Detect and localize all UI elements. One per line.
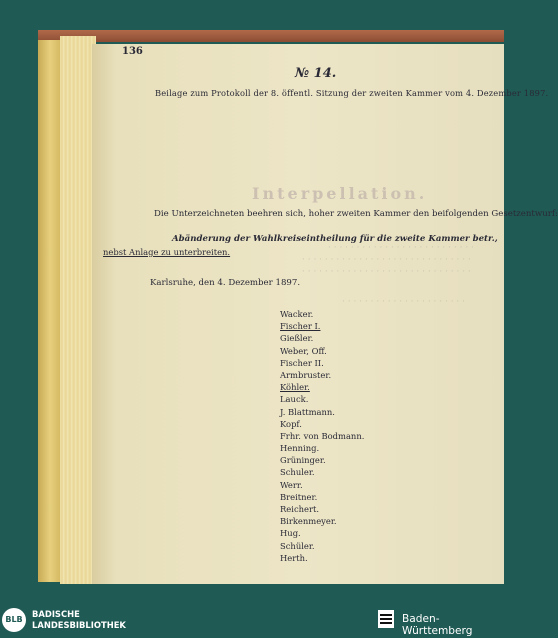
- document-number: № 14.: [295, 66, 337, 81]
- bleed-through-text: · · · · · · · · · · · · · · · · · · · · · · · · · · · · · ·: [302, 267, 471, 277]
- signatory: Weber, Off.: [280, 345, 327, 356]
- signatory: J. Blattmann.: [280, 406, 335, 417]
- library-name-line2: LANDESBIBLIOTHEK: [32, 620, 126, 630]
- library-name-line1: BADISCHE: [32, 609, 80, 619]
- signatory: Henning.: [280, 443, 320, 454]
- signatory: Schüler.: [280, 540, 315, 551]
- signatory: Frhr. von Bodmann.: [280, 430, 365, 441]
- signatory: Köhler.: [280, 382, 310, 393]
- signatory: Gießler.: [280, 333, 314, 344]
- page-number: 136: [122, 46, 143, 57]
- document-title: Interpellation.: [252, 184, 428, 203]
- page-stack-edge: [60, 36, 96, 584]
- crest-icon: [378, 610, 394, 628]
- signatory: Armbruster.: [280, 369, 332, 380]
- bleed-through-text: · · · · · · · · · · · · · · · · · · · · · ·: [342, 297, 466, 307]
- bleed-through-text: · · · · · · · · · · · · · · · · · · · · · · · · · ·: [328, 243, 474, 253]
- signatory: Lauck.: [280, 394, 309, 405]
- book-cover-top-edge: [38, 30, 504, 42]
- intro-text: Die Unterzeichneten beehren sich, hoher zweiten Kammer den beifolgenden Gesetzentwurf:: [154, 209, 558, 219]
- signatory: Schuler.: [280, 467, 315, 478]
- signatory: Grüninger.: [280, 455, 326, 466]
- blb-logo-icon[interactable]: BLB: [2, 608, 26, 632]
- signatory: Herth.: [280, 552, 308, 563]
- signatory: Breitner.: [280, 491, 318, 502]
- signatory-list: [280, 308, 364, 564]
- signatory: Reichert.: [280, 504, 320, 514]
- place-date: Karlsruhe, den 4. Dezember 1897.: [150, 278, 301, 288]
- state-name[interactable]: Baden-Württemberg: [402, 613, 473, 637]
- attachment-line: nebst Anlage zu unterbreiten.: [103, 247, 231, 257]
- supplement-line: Beilage zum Protokoll der 8. öffentl. Sitzung der zweiten Kammer vom 4. Dezember 1897.: [155, 88, 549, 98]
- signatory: Wacker.: [280, 309, 314, 319]
- library-name[interactable]: [32, 609, 126, 631]
- footer-bar: [0, 600, 504, 638]
- signatory: Hug.: [280, 528, 301, 539]
- signatory: Fischer I.: [280, 321, 321, 332]
- subject-line: Abänderung der Wahlkreiseintheilung für die zweite Kammer betr.,: [172, 234, 498, 244]
- signatory: Fischer II.: [280, 357, 324, 368]
- signatory: Birkenmeyer.: [280, 516, 337, 527]
- bleed-through-text: · · · · · · · · · · · · · · · · · · · · · · · · · · · · · ·: [302, 255, 471, 265]
- signatory: Kopf.: [280, 418, 302, 429]
- signatory: Werr.: [280, 479, 303, 490]
- document-page: [92, 44, 558, 584]
